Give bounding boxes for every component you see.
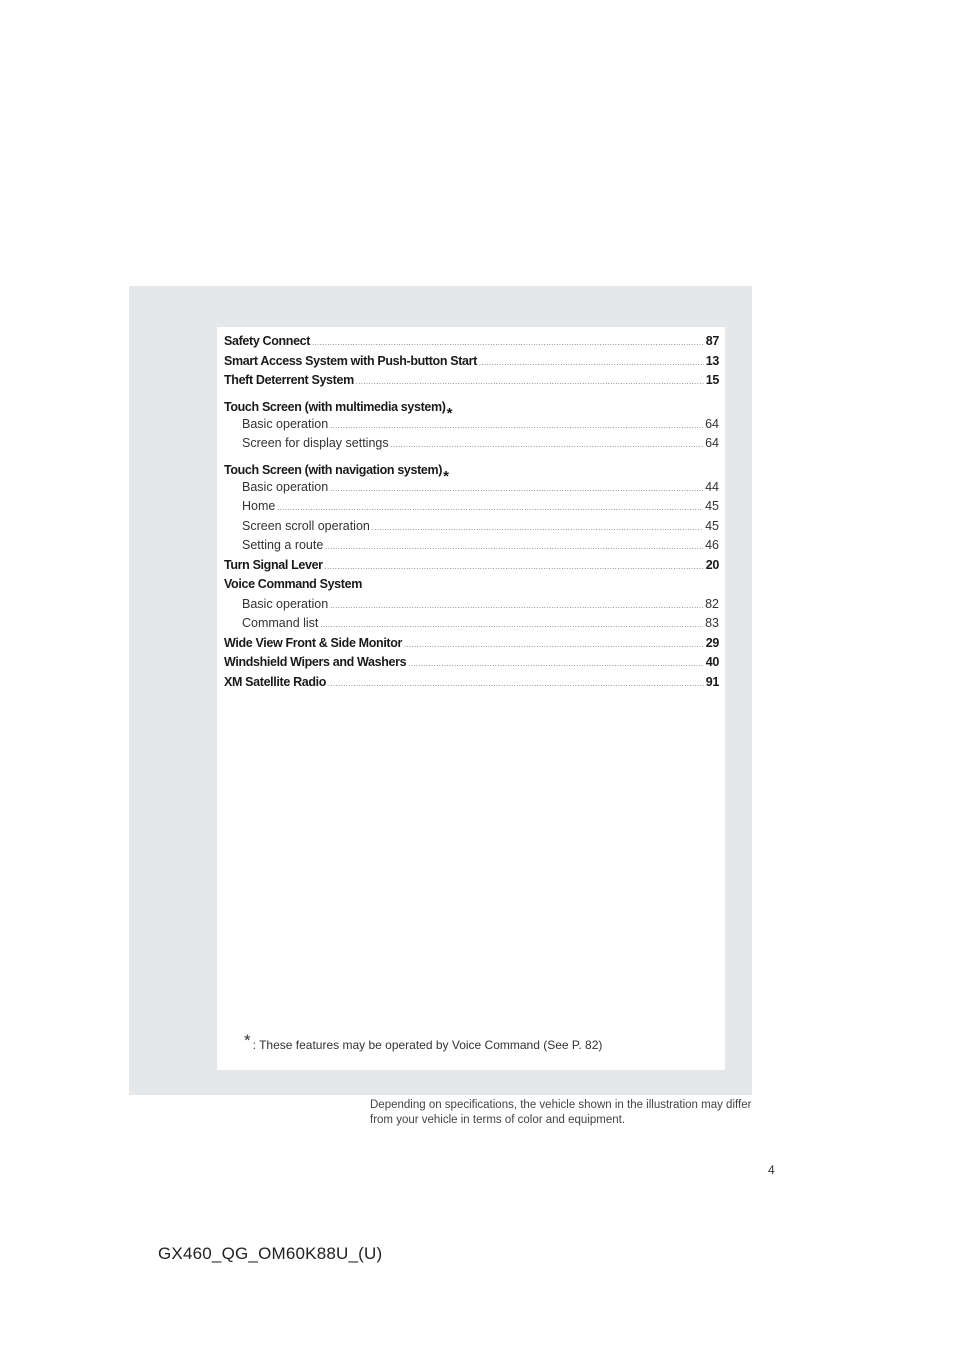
asterisk-mark: * (244, 1031, 251, 1050)
entry-page: 20 (705, 557, 719, 572)
leader-dots (330, 603, 703, 610)
entry-label: Basic operation (242, 479, 329, 494)
entry-label: Turn Signal Lever (224, 557, 323, 572)
leader-dots (372, 525, 703, 532)
leader-dots (277, 505, 703, 512)
entry-page: 13 (705, 353, 719, 368)
index-entry-display-settings[interactable] (224, 436, 719, 456)
index-heading-touch-screen-multimedia: Touch Screen (with multimedia system) * (224, 399, 453, 417)
index-entry-command-list[interactable] (224, 616, 719, 636)
entry-page: 45 (705, 518, 719, 533)
entry-label: Touch Screen (with navigation system) (224, 462, 443, 477)
leader-dots (479, 360, 704, 367)
entry-page: 15 (705, 373, 719, 387)
index-entry-home[interactable] (224, 499, 719, 519)
entry-label: XM Satellite Radio (224, 674, 327, 689)
entry-label: Command list (242, 616, 319, 630)
index-entry-basic-operation[interactable] (224, 480, 719, 500)
entry-label: Safety Connect (224, 334, 311, 348)
entry-page: 82 (705, 596, 719, 611)
disclaimer-text: Depending on specifications, the vehicle shown in the illustration may differ from your vehicle in terms of color and equipment. (370, 1099, 752, 1126)
entry-page: 29 (705, 635, 719, 650)
entry-page: 45 (705, 499, 719, 513)
entry-page: 64 (705, 416, 719, 431)
index-heading-touch-screen-navigation: Touch Screen (with navigation system) * (224, 462, 449, 480)
index-list (224, 334, 719, 694)
entry-label: Voice Command System (224, 577, 362, 591)
entry-label: Home (242, 499, 276, 513)
entry-page: 46 (705, 538, 719, 552)
entry-page: 83 (705, 616, 719, 630)
entry-label: Wide View Front & Side Monitor (224, 635, 403, 650)
leader-dots (325, 544, 703, 551)
index-entry-windshield-wipers[interactable] (224, 655, 719, 675)
entry-label: Touch Screen (with multimedia system) (224, 399, 446, 414)
leader-dots (330, 486, 703, 493)
leader-dots (404, 642, 704, 649)
index-entry-safety-connect[interactable] (224, 334, 719, 354)
entry-label: Windshield Wipers and Washers (224, 655, 407, 669)
entry-page: 91 (705, 674, 719, 689)
leader-dots (325, 564, 704, 571)
entry-label: Screen scroll operation (242, 518, 370, 533)
entry-page: 44 (705, 479, 719, 494)
index-entry-setting-route[interactable] (224, 538, 719, 558)
entry-label: Basic operation (242, 596, 329, 611)
leader-dots (391, 442, 703, 449)
leader-dots (408, 661, 704, 668)
index-entry-theft-deterrent[interactable] (224, 373, 719, 393)
document-code: GX460_QG_OM60K88U_(U) (158, 1244, 383, 1263)
index-entry-turn-signal[interactable] (224, 558, 719, 578)
leader-dots (356, 379, 704, 386)
entry-page: 64 (705, 436, 719, 450)
leader-dots (312, 340, 704, 347)
page-number: 4 (768, 1163, 775, 1177)
entry-page: 40 (705, 655, 719, 669)
index-entry-xm-radio[interactable] (224, 675, 719, 695)
index-entry-wide-view-monitor[interactable] (224, 636, 719, 656)
footnote (244, 1031, 603, 1052)
index-heading-voice-command (224, 577, 719, 597)
footnote-text: : These features may be operated by Voice Command (See P. 82) (252, 1038, 603, 1052)
leader-dots (328, 681, 704, 688)
entry-label: Basic operation (242, 416, 329, 431)
leader-dots (320, 622, 703, 629)
index-entry-smart-access[interactable] (224, 354, 719, 374)
entry-page: 87 (705, 334, 719, 348)
entry-label: Screen for display settings (242, 436, 389, 450)
entry-label: Smart Access System with Push-button Start (224, 353, 477, 368)
entry-label: Theft Deterrent System (224, 373, 354, 387)
index-entry-basic-operation[interactable] (224, 417, 719, 437)
leader-dots (330, 423, 703, 430)
entry-label: Setting a route (242, 538, 324, 552)
index-entry-basic-operation[interactable] (224, 597, 719, 617)
index-entry-screen-scroll[interactable] (224, 519, 719, 539)
